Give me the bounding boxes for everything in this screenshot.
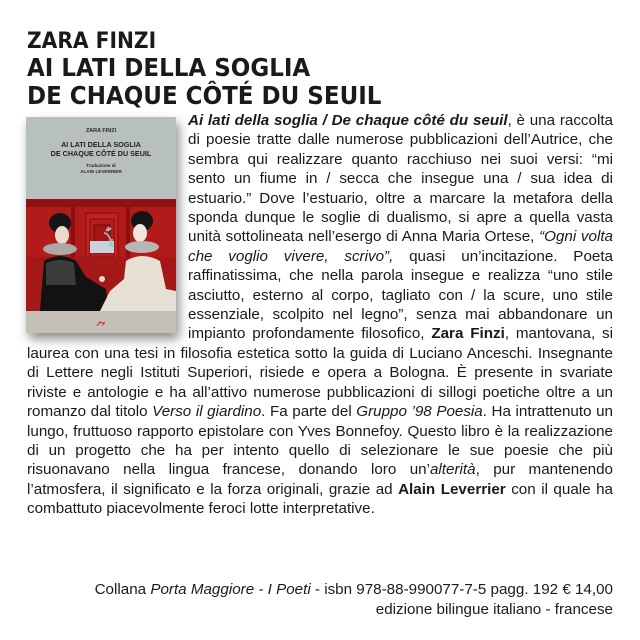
description-text-5: . Ha intrattenuto un lungo, fruttuoso rapporto epistolare con Yves Bonnefoy. Questo libro è la realizzazione di un progetto che ha per intento quello di selezionare le sue poesie che più risuonavano nella lingua francese, donando loro un’ [27, 403, 613, 479]
description-text-1: , è una raccolta di poesie tratte dalle numerose pubblicazioni dell’Autrice, che sembra qui realizzare quanto racchiuso nei suoi versi: “mi sento un fiume in / secca che insegue una / sua idea di estuario.” Dove l’estuario, oltre a marcare la metafora della sponda dunque le soglie di dualismo, si apre a quella vasta unità sottolineata nell’esergo di Anna Maria Ortese, [188, 112, 613, 246]
collana-name: Porta Maggiore - I Poeti [150, 581, 311, 598]
header [27, 29, 412, 110]
group-name: Gruppo ’98 Poesia [356, 403, 483, 421]
alterita-word: alterità [429, 461, 476, 479]
collana-label: Collana [94, 581, 151, 598]
book-cover-title-line1: AI LATI DELLA SOGLIA [61, 140, 141, 149]
cover-float-spacer [27, 111, 188, 334]
isbn-price: - isbn 978-88-990077-7-5 pagg. 192 € 14,00 [310, 581, 613, 598]
title-italian: AI LATI DELLA SOGLIA [27, 53, 311, 82]
book-cover-title-line2: DE CHAQUE CÔTÉ DU SEUIL [50, 149, 152, 158]
description-text-7: con il quale ha combattuto piacevolmente feroci lotte interpretative. [27, 480, 613, 518]
description-text-3: , mantovana, si laurea con una tesi in filosofia estetica sotto la guida di Luciano Anceschi. Insegnante di Lettere negli Istituti Superiori, risiede e opera a Bologna. È presente in svariate riviste e antologie e ha all’attivo numerose pubblicazioni di sillogi poetiche oltre a un romanzo dal titolo [27, 325, 613, 421]
description-text-4: . Fa parte del [261, 403, 357, 421]
book-title-inline: Ai lati della soglia / De chaque côté du seuil [188, 112, 508, 129]
series-line [95, 580, 613, 600]
ortese-quote: “Ogni volta che voglio vivere, scrivo”, [188, 228, 613, 265]
description-text-6: , pur mantenendo l’atmosfera, il significato e la forza originali, grazie ad [27, 461, 613, 498]
book-description [27, 111, 613, 519]
book-cover-translator: ALAIN LEVERRIER [80, 169, 122, 174]
description-text-2: quasi un’incitazione. Poeta raffinatissima, che nella parola insegue e realizza “uno stile asciutto, esterno al corpo, tagliato con / la scure, uno stile essenziale, scolpito nel legno”, senza mai abbandonare un impianto profondamente filosofico, [188, 247, 613, 343]
edition-line: edizione bilingue italiano - francese [375, 601, 613, 618]
book-cover-translation-label: Traduzione di [86, 163, 116, 168]
book-cover-author: ZARA FINZI [85, 128, 117, 134]
translator-name-inline: Alain Leverrier [398, 480, 506, 498]
author-heading: ZARA FINZI [27, 29, 157, 54]
publication-details [95, 580, 613, 620]
author-name-inline: Zara Finzi [431, 325, 505, 343]
novel-title: Verso il giardino [152, 403, 262, 421]
title-french: DE CHAQUE CÔTÉ DU SEUIL [27, 81, 382, 110]
publisher-logo-icon: ⺈ [96, 322, 106, 333]
